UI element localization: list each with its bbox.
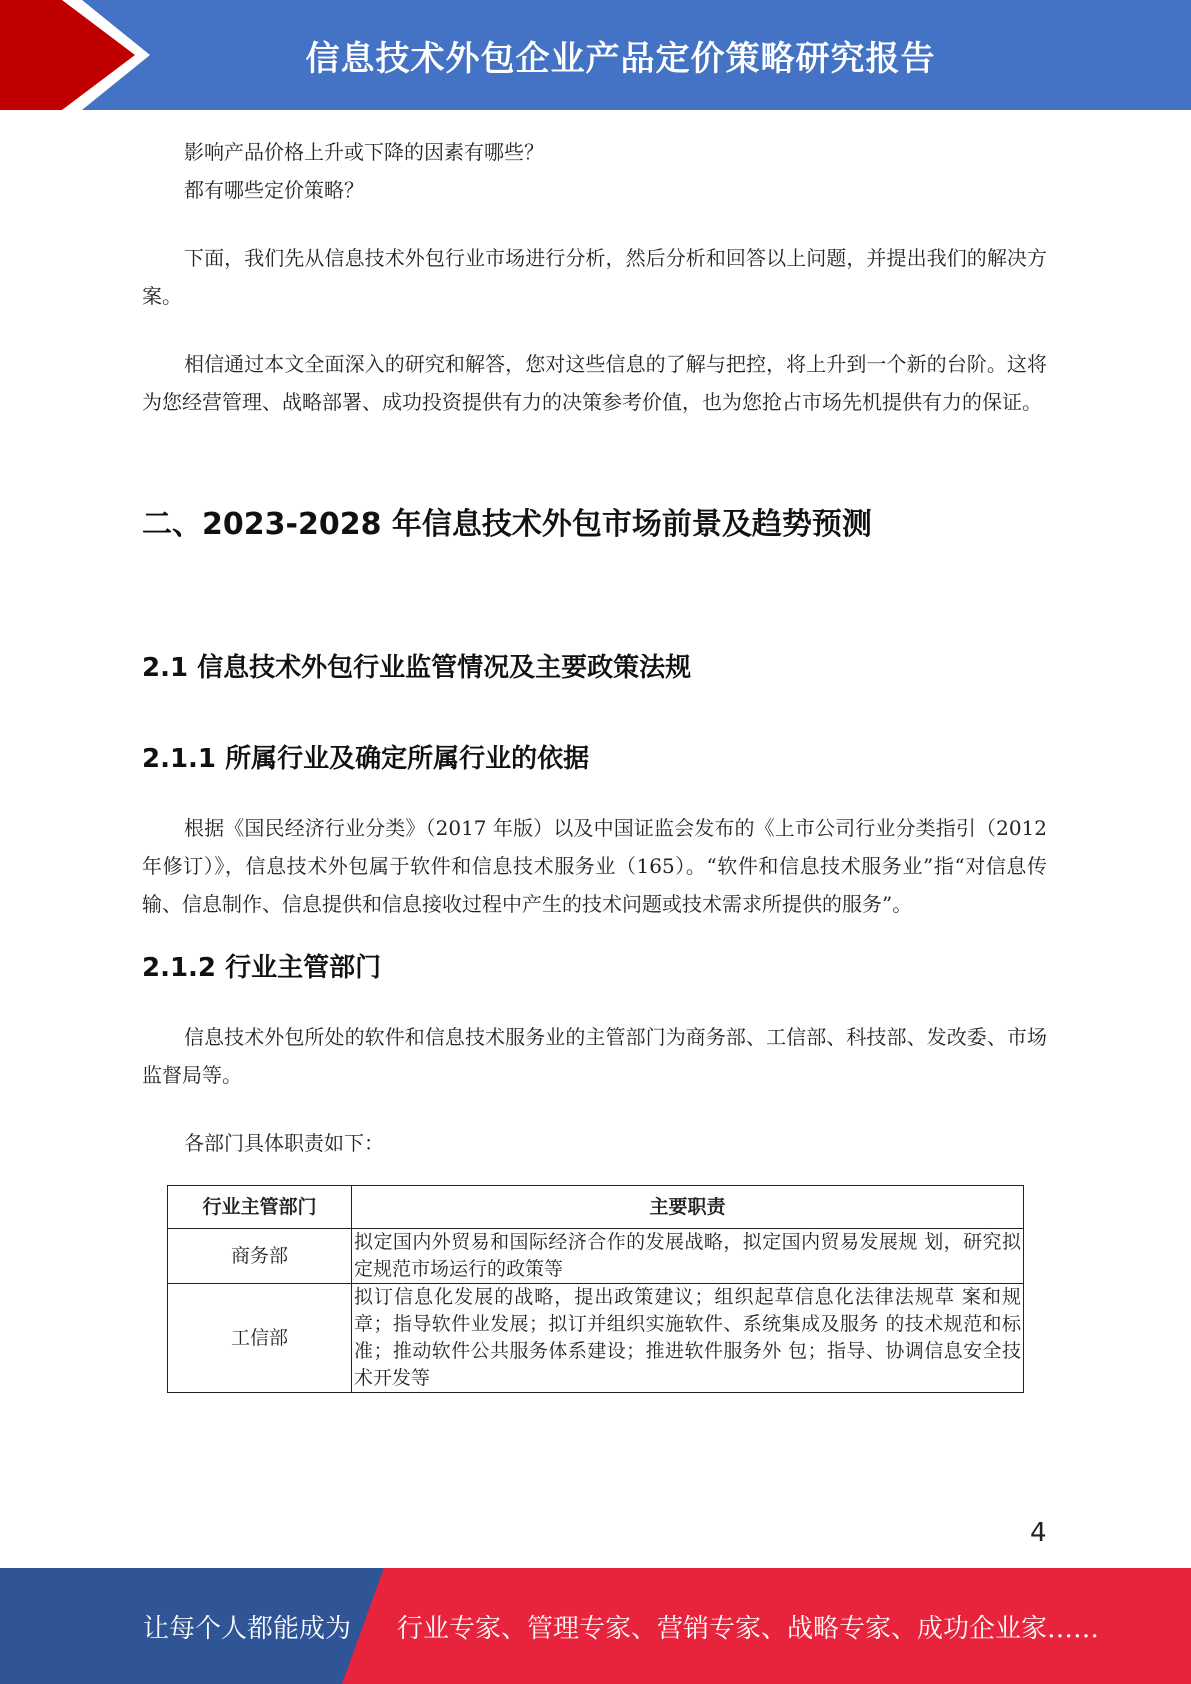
table-cell-dept: 工信部: [168, 1284, 352, 1393]
table-row: [168, 1284, 1024, 1393]
intro-question-2: 都有哪些定价策略？: [184, 178, 364, 202]
table-cell-dept: 商务部: [168, 1229, 352, 1284]
section-2-1-2-table-intro: 各部门具体职责如下：: [184, 1131, 384, 1155]
intro-paragraph-1: 下面，我们先从信息技术外包行业市场进行分析，然后分析和回答以上问题，并提出我们的解决方案。: [142, 246, 1047, 308]
footer-slogan-right: 行业专家、管理专家、营销专家、战略专家、成功企业家……: [397, 1613, 1100, 1644]
section-2-1-1-heading: 2.1.1 所属行业及确定所属行业的依据: [142, 744, 590, 774]
page-footer: [0, 1568, 1191, 1684]
footer-slogan-left: 让每个人都能成为: [143, 1613, 352, 1644]
department-duties-table: [167, 1185, 1024, 1393]
intro-question-1: 影响产品价格上升或下降的因素有哪些？: [184, 140, 544, 164]
section-2-1-2-paragraph: 信息技术外包所处的软件和信息技术服务业的主管部门为商务部、工信部、科技部、发改委、市场监督局等。: [142, 1025, 1047, 1087]
table-header-row: [168, 1186, 1024, 1229]
table-header-duty: 主要职责: [352, 1186, 1024, 1229]
intro-paragraph-2: 相信通过本文全面深入的研究和解答，您对这些信息的了解与把控，将上升到一个新的台阶。这将为您经营管理、战略部署、成功投资提供有力的决策参考价值，也为您抢占市场先机提供有力的保证。: [142, 352, 1047, 414]
section-2-1-1-paragraph: 根据《国民经济行业分类》（2017 年版）以及中国证监会发布的《上市公司行业分类指引（2012 年修订）》，信息技术外包属于软件和信息技术服务业（165）。“软件和信息技术服务业”指“对信息传输、信息制作、信息提供和信息接收过程中产生的技术问题或技术需求所提供的服务”。: [142, 816, 1047, 916]
section-2-heading: 二、2023-2028 年信息技术外包市场前景及趋势预测: [142, 507, 872, 542]
table-row: [168, 1229, 1024, 1284]
page-number: 4: [1030, 1518, 1047, 1548]
section-2-1-2-heading: 2.1.2 行业主管部门: [142, 953, 382, 983]
table-header-dept: 行业主管部门: [168, 1186, 352, 1229]
report-title: 信息技术外包企业产品定价策略研究报告: [305, 38, 936, 79]
header-arrow-decoration: [0, 0, 200, 110]
section-2-1-heading: 2.1 信息技术外包行业监管情况及主要政策法规: [142, 653, 692, 683]
table-cell-duty: 拟定国内外贸易和国际经济合作的发展战略，拟定国内贸易发展规 划，研究拟定规范市场运行的政策等: [352, 1229, 1024, 1284]
page-content: [142, 133, 1047, 1393]
page-header: [0, 0, 1191, 110]
table-cell-duty: 拟订信息化发展的战略，提出政策建议；组织起草信息化法律法规草 案和规章；指导软件业发展；拟订并组织实施软件、系统集成及服务 的技术规范和标准；推动软件公共服务体系建设；推进软件服务外 包；指导、协调信息安全技术开发等: [352, 1284, 1024, 1393]
